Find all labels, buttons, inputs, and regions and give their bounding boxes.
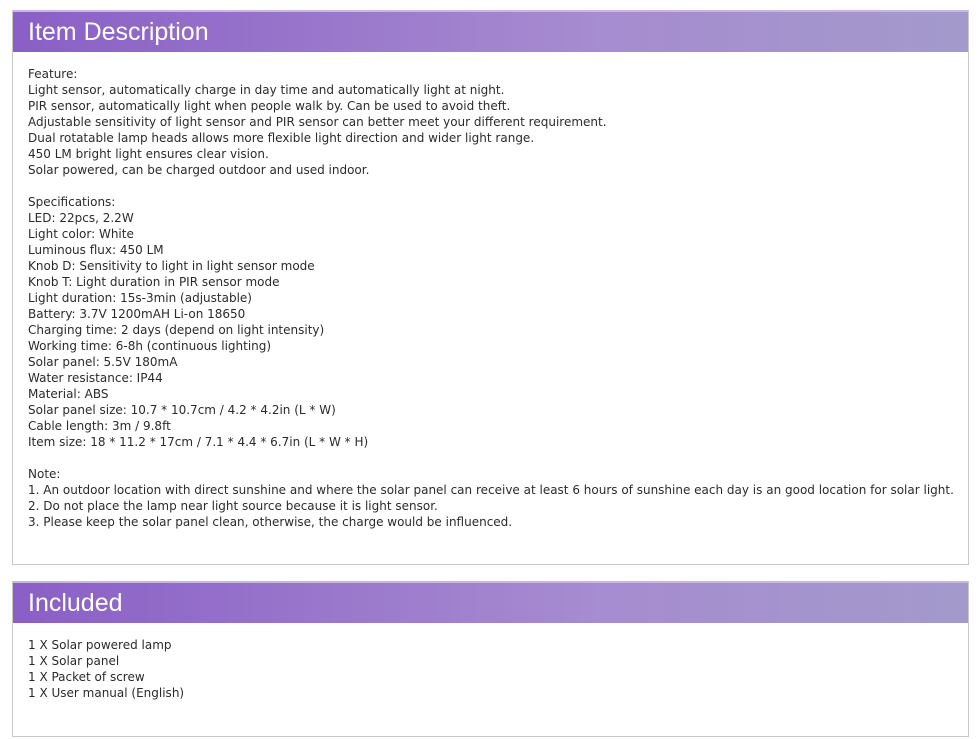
spec-line: LED: 22pcs, 2.2W [28,211,134,225]
note-line: 1. An outdoor location with direct sunshine and where the solar panel can receive at least 6 hours of sunshine each day is an good location for solar light. [28,483,954,497]
included-item: 1 X Solar panel [28,654,120,668]
spec-line: Solar panel size: 10.7 * 10.7cm / 4.2 * 4.2in (L * W) [28,403,336,417]
spec-line: Knob D: Sensitivity to light in light sensor mode [28,259,315,273]
spec-line: Solar panel: 5.5V 180mA [28,355,178,369]
spec-line: Knob T: Light duration in PIR sensor mode [28,275,280,289]
spec-line: Working time: 6-8h (continuous lighting) [28,339,272,353]
feature-heading: Feature: [28,67,78,81]
item-description-title: Item Description [28,17,209,46]
spec-heading: Specifications: [28,195,116,209]
spec-line: Item size: 18 * 11.2 * 17cm / 7.1 * 4.4 * 6.7in (L * W * H) [28,435,369,449]
included-item: 1 X Packet of screw [28,670,145,684]
feature-line: Dual rotatable lamp heads allows more flexible light direction and wider light range. [28,131,535,145]
included-item: 1 X Solar powered lamp [28,638,172,652]
spec-line: Luminous flux: 450 LM [28,243,164,257]
spec-line: Battery: 3.7V 1200mAH Li-on 18650 [28,307,246,321]
note-line: 2. Do not place the lamp near light source because it is light sensor. [28,499,438,513]
spec-line: Cable length: 3m / 9.8ft [28,419,171,433]
spec-line: Light color: White [28,227,134,241]
included-title: Included [28,588,123,617]
feature-line: 450 LM bright light ensures clear vision. [28,147,269,161]
included-header [13,581,968,623]
paragraph-gap [28,450,953,466]
feature-line: Adjustable sensitivity of light sensor and PIR sensor can better meet your different requirement. [28,115,607,129]
note-line: 3. Please keep the solar panel clean, otherwise, the charge would be influenced. [28,515,513,529]
spec-line: Charging time: 2 days (depend on light intensity) [28,323,325,337]
spec-line: Water resistance: IP44 [28,371,163,385]
feature-line: PIR sensor, automatically light when people walk by. Can be used to avoid theft. [28,99,511,113]
included-item: 1 X User manual (English) [28,686,185,700]
included-body [13,623,968,701]
note-heading: Note: [28,467,61,481]
included-section [12,581,969,737]
spec-line: Material: ABS [28,387,109,401]
feature-line: Light sensor, automatically charge in day time and automatically light at night. [28,83,505,97]
spec-line: Light duration: 15s-3min (adjustable) [28,291,252,305]
item-description-body [13,52,968,530]
feature-line: Solar powered, can be charged outdoor and used indoor. [28,163,370,177]
item-description-section [12,10,969,565]
item-description-header [13,10,968,52]
paragraph-gap [28,178,953,194]
